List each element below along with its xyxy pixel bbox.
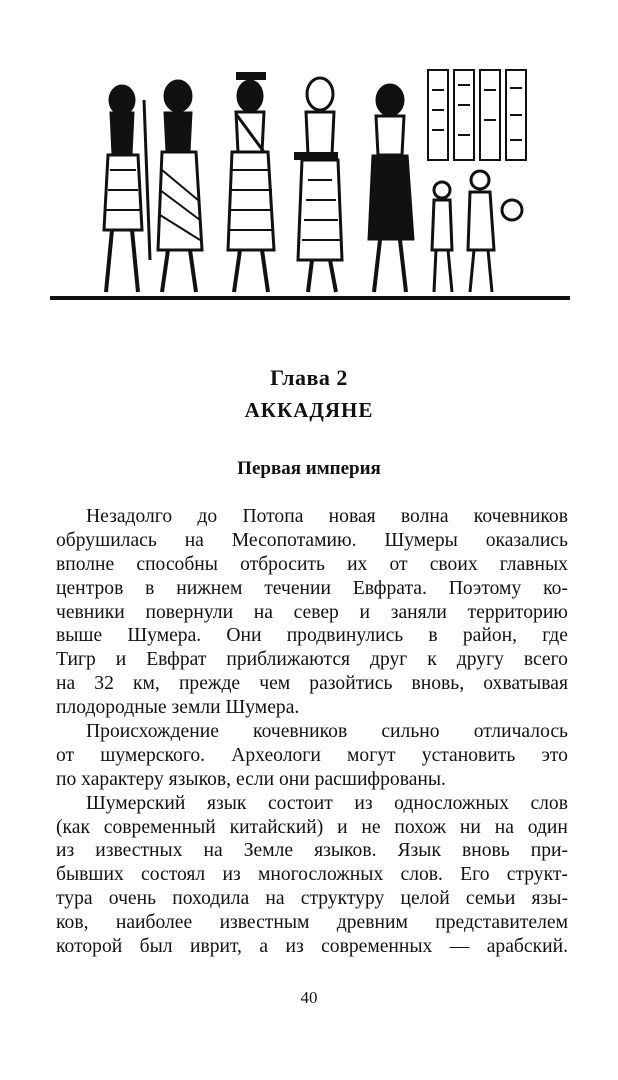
text-line: [56, 601, 568, 625]
word: один: [527, 816, 568, 838]
word: похож: [394, 816, 447, 838]
figure-3-icon: [228, 72, 274, 292]
figure-5-icon: [368, 84, 414, 292]
text-line: [56, 935, 568, 959]
word: Шумеры: [384, 529, 458, 551]
word: Археологи: [231, 744, 321, 766]
text-line: [56, 887, 568, 911]
word: китайский): [229, 816, 324, 838]
word: при-: [530, 840, 568, 862]
word: язы-: [531, 888, 568, 910]
word: целой: [400, 888, 450, 910]
word: и: [359, 601, 371, 623]
word: на: [265, 888, 285, 910]
relief-frieze-illustration: [50, 60, 570, 310]
text-line: [56, 863, 568, 887]
word: сильно: [381, 721, 440, 743]
word: прежде: [178, 673, 241, 695]
word: наиболее: [115, 912, 193, 934]
word: до: [197, 506, 218, 527]
word: всего: [523, 649, 568, 671]
word: приближаются: [226, 649, 351, 671]
word: на: [253, 601, 273, 623]
word: район,: [462, 625, 518, 647]
word: продвинулись: [286, 625, 404, 647]
text-line: плодородные земли Шумера.: [56, 697, 300, 719]
word: был: [139, 936, 173, 958]
word: могут: [347, 744, 396, 766]
word: на: [203, 840, 223, 862]
text-line: [56, 792, 568, 816]
word: в: [145, 577, 155, 599]
word: язык: [206, 792, 247, 814]
word: известным: [219, 912, 310, 934]
word: слов: [530, 792, 568, 814]
word: бывших: [56, 864, 124, 886]
text-line: [56, 672, 568, 696]
word: друг: [369, 649, 408, 671]
word: кочевников: [253, 721, 348, 743]
text-line: [56, 577, 568, 601]
word: заняли: [390, 601, 447, 623]
word: вновь: [461, 840, 510, 862]
figure-2-icon: [158, 80, 202, 292]
word: Его: [460, 864, 490, 886]
word: вновь,: [411, 673, 465, 695]
word: (как: [56, 816, 90, 838]
word: не: [361, 816, 381, 838]
word: разойтись: [309, 673, 393, 695]
text-line: [56, 505, 568, 529]
word: ков,: [56, 912, 89, 934]
word: способны: [136, 553, 218, 575]
word: Потопа: [242, 506, 304, 527]
word: ко-: [543, 577, 568, 599]
word: Шумера.: [127, 625, 202, 647]
word: чем: [259, 673, 291, 695]
section-title: Первая империя: [237, 458, 381, 479]
word: шумерского.: [100, 744, 206, 766]
word: из: [222, 864, 241, 886]
chapter-number: Глава 2: [270, 365, 348, 390]
word: север: [293, 601, 339, 623]
word: волна: [400, 506, 449, 527]
word: современных: [321, 936, 433, 958]
word: это: [541, 744, 568, 766]
word: походила: [172, 888, 250, 910]
word: обрушилась: [56, 529, 157, 551]
text-line: [56, 720, 568, 744]
word: главных: [499, 553, 568, 575]
word: Тигр: [56, 649, 96, 671]
cuneiform-panel-icon: [428, 70, 526, 160]
figure-1-icon: [104, 85, 150, 292]
word: из: [56, 840, 75, 862]
word: охватывая: [483, 673, 568, 695]
word: своих: [429, 553, 478, 575]
word: на: [56, 673, 76, 695]
word: центров: [56, 577, 124, 599]
word: территорию: [467, 601, 568, 623]
word: Шумерский: [86, 792, 186, 814]
word: Земле: [243, 840, 294, 862]
word: известных: [95, 840, 183, 862]
word: новая: [328, 506, 376, 527]
word: иврит,: [189, 936, 242, 958]
word: ни: [459, 816, 481, 838]
word: слов.: [400, 864, 443, 886]
text-line: [56, 911, 568, 935]
word: состоит: [267, 792, 333, 814]
word: к: [427, 649, 437, 671]
word: арабский.: [486, 936, 568, 958]
word: на: [184, 529, 204, 551]
text-line: [56, 839, 568, 863]
word: структуру: [300, 888, 385, 910]
word: Они: [226, 625, 262, 647]
word: структ-: [506, 864, 568, 886]
text-line: [56, 553, 568, 577]
word: односложных: [394, 792, 509, 814]
word: древним: [336, 912, 408, 934]
text-line: по характеру языков, если они расшифрованы.: [56, 768, 446, 790]
word: тура: [56, 888, 93, 910]
word: современный: [103, 816, 216, 838]
word: на: [494, 816, 514, 838]
word: Евфрат: [146, 649, 207, 671]
word: выше: [56, 625, 103, 647]
word: где: [542, 625, 568, 647]
word: повернули: [145, 601, 234, 623]
word: кочевников: [473, 506, 568, 527]
word: от: [56, 744, 75, 766]
word: их: [347, 553, 368, 575]
word: языков.: [314, 840, 377, 862]
word: другу: [456, 649, 504, 671]
figure-4-icon: [294, 78, 342, 292]
word: состоял: [141, 864, 206, 886]
text-line: [56, 648, 568, 672]
word: установить: [421, 744, 516, 766]
text-line: [56, 624, 568, 648]
word: Евфрата.: [352, 577, 427, 599]
word: из: [285, 936, 304, 958]
word: Язык: [397, 840, 441, 862]
word: очень: [108, 888, 157, 910]
word: отличалось: [473, 721, 568, 743]
word: км,: [133, 673, 160, 695]
word: нижнем: [176, 577, 243, 599]
word: представителем: [435, 912, 568, 934]
word: из: [354, 792, 373, 814]
word: и: [337, 816, 348, 838]
body-text: [56, 505, 568, 959]
text-line: [56, 529, 568, 553]
word: вполне: [56, 553, 115, 575]
word: семьи: [465, 888, 516, 910]
word: Происхождение: [86, 721, 219, 743]
word: в: [428, 625, 438, 647]
word: отбросить: [240, 553, 325, 575]
word: течении: [264, 577, 331, 599]
word: Незадолго: [86, 506, 173, 527]
word: которой: [56, 936, 123, 958]
word: —: [449, 936, 470, 958]
word: Месопотамию.: [231, 529, 357, 551]
word: чевники: [56, 601, 125, 623]
word: многосложных: [257, 864, 384, 886]
word: от: [389, 553, 408, 575]
small-figures-icon: [432, 171, 522, 292]
word: и: [115, 649, 127, 671]
word: а: [259, 936, 269, 958]
word: 32: [94, 673, 114, 695]
chapter-title: АККАДЯНЕ: [244, 398, 374, 422]
word: оказались: [485, 529, 568, 551]
page-number: 40: [300, 988, 318, 1007]
text-line: [56, 816, 568, 840]
text-line: [56, 744, 568, 768]
word: Поэтому: [448, 577, 522, 599]
